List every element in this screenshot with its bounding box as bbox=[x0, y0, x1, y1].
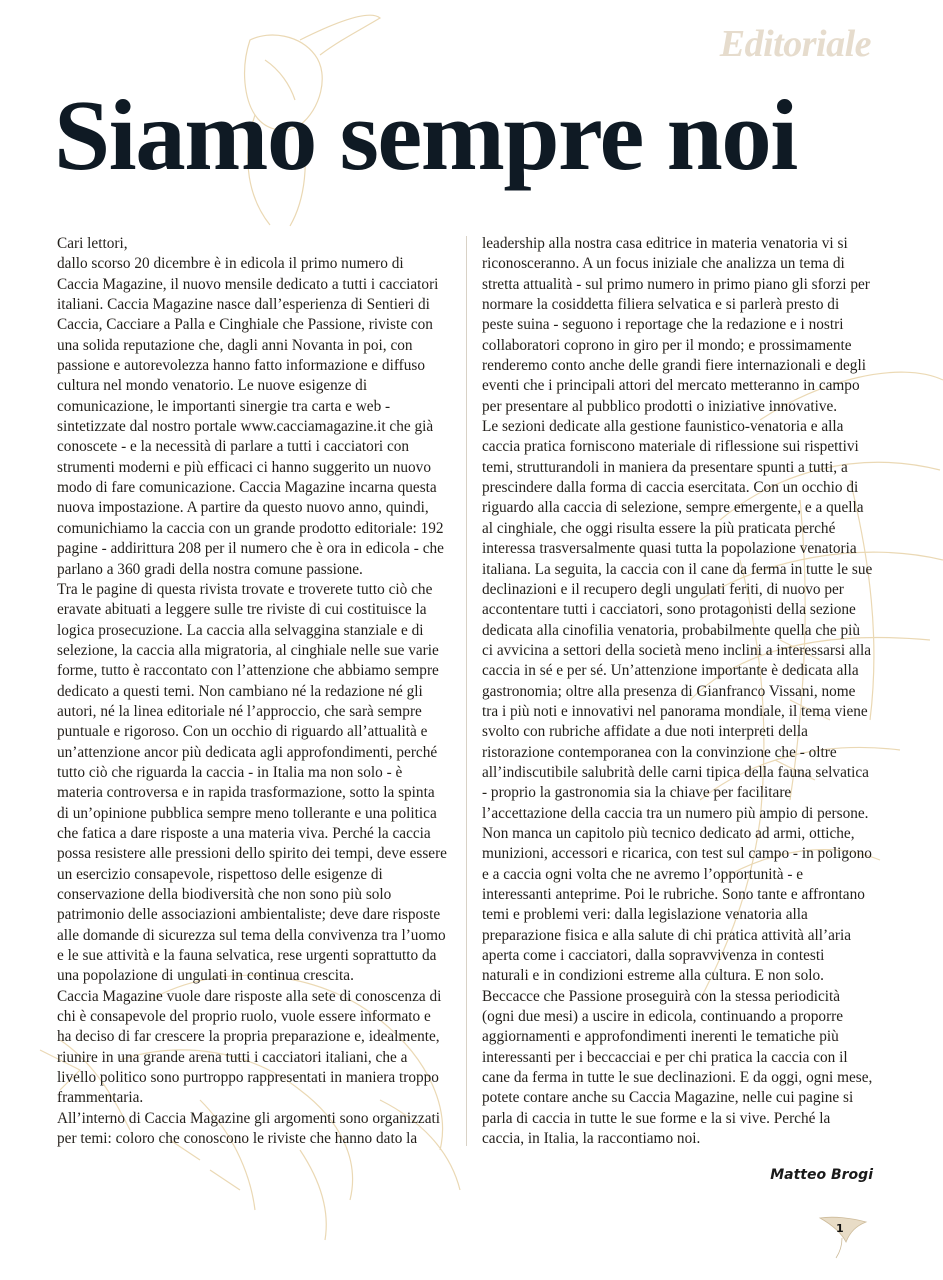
article-paragraph: Tra le pagine di questa rivista trovate e troverete tutto ciò che eravate abituati a leggere sulle tre riviste di cui costituisce la logica prosecuzione. La caccia alla selvaggina stanziale e di selezione, la caccia alla migratoria, al cinghiale nelle sue varie forme, tutto è raccontato con l’attenzione che abbiamo sempre dedicato a questi temi. Non cambiano né la redazione né gli autori, né la linea editoriale né l’approccio, che sarà sempre puntuale e rigoroso. Con un occhio di riguardo all’attualità e un’attenzione ancor più dedicata agli approfondimenti, perché tutto ciò che riguarda la caccia - in Italia ma non solo - è materia controversa e in rapida trasformazione, sotto la spinta di un’opinione pubblica sempre meno tollerante e una politica che fatica a dare risposte a una materia viva. Perché la caccia possa resistere alle pressioni dello spirito dei tempi, deve essere un esercizio consapevole, rispettoso delle esigenze di conservazione della biodiversità che non sono più solo patrimonio delle associazioni ambientaliste; deve dare risposte alle domande di sicurezza sul tema della convivenza tra l’uomo e le sue attività e la fauna selvatica, rese urgenti soprattutto da una popolazione di ungulati in continua crescita. bbox=[57, 580, 447, 985]
article-column-right bbox=[482, 234, 874, 1149]
article-paragraph: Le sezioni dedicate alla gestione faunistico-venatoria e alla caccia pratica forniscono materiale di riflessione sui rispettivi temi, strutturandoli in maniera da presentare spunti a tutti, a prescindere dalla forma di caccia esercitata. Con un occhio di riguardo alla caccia di selezione, sempre emergente, e a quella al cinghiale, che oggi risulta essere la più praticata perché interessa trasversalmente quasi tutta la popolazione venatoria italiana. La seguita, la caccia con il cane da ferma in tutte le sue declinazioni e il recupero degli ungulati feriti, di nuovo per accontentare tutti i cacciatori, sono protagonisti della sezione dedicata alla cinofilia venatoria, probabilmente quella che più ci avvicina a settori della società meno inclini a interessarsi alla caccia in sé e per sé. Un’attenzione importante è dedicata alla gastronomia; oltre alla presenza di Gianfranco Vissani, nome tra i più noti e innovativi nel panorama mondiale, il tema viene svolto con rubriche affidate a due noti interpreti della ristorazione contemporanea con la convinzione che - oltre all’indiscutibile salubrità delle carni tipica della fauna selvatica - proprio la gastronomia sia la chiave per facilitare l’accettazione della caccia tra un numero più ampio di persone. Non manca un capitolo più tecnico dedicato ad armi, ottiche, munizioni, accessori e ricarica, con test sul campo - in poligono e a caccia ogni volta che ne avremo l’opportunità - e interessanti anteprime. Poi le rubriche. Sono tante e affrontano temi e problemi veri: dalla legislazione venatoria alla preparazione fisica e alla salute di chi pratica attività all’aria aperta come i cacciatori, dalla sopravvivenza in contesti naturali e in condizioni estreme alla cultura. E non solo. bbox=[482, 418, 873, 985]
article-column-left bbox=[57, 234, 449, 1149]
page-number: 1 bbox=[836, 1222, 844, 1235]
section-label: Editoriale bbox=[719, 23, 871, 65]
article-paragraph: Caccia Magazine vuole dare risposte alla sete di conoscenza di chi è consapevole del proprio ruolo, vuole essere informato e ha deciso di far crescere la propria preparazione e, idealmente, riunire in una grande arena tutti i cacciatori italiani, che a livello politico sono purtroppo rappresentati in maniera troppo frammentaria. bbox=[57, 987, 442, 1107]
article-paragraph: dallo scorso 20 dicembre è in edicola il primo numero di Caccia Magazine, il nuovo mensile dedicato a tutti i cacciatori italiani. Caccia Magazine nasce dall’esperienza di Sentieri di Caccia, Cacciare a Palla e Cinghiale che Passione, riviste con una solida reputazione che, dagli anni Novanta in poi, con passione e autorevolezza hanno fatto informazione e diffuso cultura nel mondo venatorio. Le nuove esigenze di comunicazione, le importanti sinergie tra carta e web - sintetizzate dal nostro portale www.cacciamagazine.it che già conoscete - e la necessità di parlare a tutti i cacciatori con strumenti moderni e più efficaci ci hanno suggerito un nuovo modo di fare comunicazione. Caccia Magazine incarna questa nuova impostazione. A partire da questo nuovo anno, quindi, comunichiamo la caccia con un grande prodotto editoriale: 192 pagine - addirittura 208 per il numero che è ora in edicola - che parlano a 360 gradi della nostra comune passione. bbox=[57, 255, 444, 578]
column-divider bbox=[466, 236, 467, 1146]
page-title: Siamo sempre noi bbox=[54, 79, 797, 191]
author-signature: Matteo Brogi bbox=[770, 1167, 873, 1183]
article-paragraph: Cari lettori, bbox=[57, 235, 128, 252]
page-bird-icon bbox=[812, 1212, 872, 1260]
article-paragraph: Beccacce che Passione proseguirà con la stessa periodicità (ogni due mesi) a uscire in edicola, continuando a proporre aggiornamenti e approfondimenti inerenti le tematiche più interessanti per i beccacciai e per chi pratica la caccia con il cane da ferma in tutte le sue declinazioni. E da oggi, ogni mese, potete contare anche su Caccia Magazine, nelle cui pagine si parla di caccia in tutte le sue forme e la si vive. Perché la caccia, in Italia, la raccontiamo noi. bbox=[482, 987, 873, 1148]
article-paragraph: All’interno di Caccia Magazine gli argomenti sono organizzati per temi: coloro che conoscono le riviste che hanno dato la bbox=[57, 1109, 441, 1148]
article-paragraph: leadership alla nostra casa editrice in materia venatoria vi si riconosceranno. A un focus iniziale che analizza un tema di stretta attualità - sul primo numero in primo piano gli sforzi per normare la cosiddetta filiera selvatica e si parlerà presto di peste suina - seguono i reportage che la redazione e i nostri collaboratori coprono in giro per il mondo; e prossimamente renderemo conto anche delle grandi fiere internazionali e degli eventi che i principali attori del mercato metteranno in campo per presentare al pubblico prodotti o iniziative innovative. bbox=[482, 235, 870, 415]
